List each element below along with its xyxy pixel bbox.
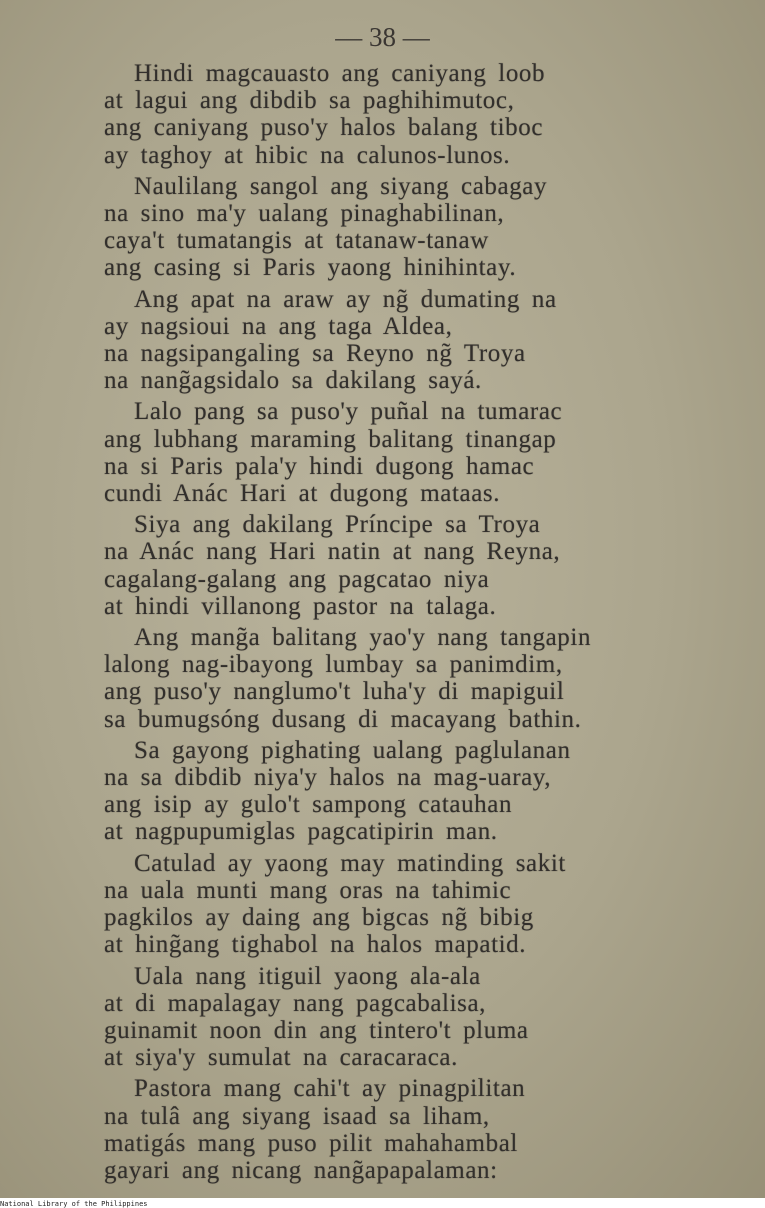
verse-line: na tulâ ang siyang isaad sa liham,	[104, 1102, 490, 1130]
verse-line: caya't tumatangis at tatanaw-tanaw	[104, 227, 489, 255]
verse-line: cagalang-galang ang pagcatao niya	[104, 565, 490, 593]
verse-line: ang puso'y nanglumo't luha'y di mapiguil	[104, 678, 565, 706]
verse-line: matigás mang puso pilit mahahambal	[104, 1129, 518, 1157]
verse-line: ang casing si Paris yaong hinihintay.	[104, 254, 517, 282]
verse-line: gayari ang nicang nang̃apapalaman:	[104, 1156, 498, 1184]
stanza	[104, 624, 684, 733]
verse-line: Lalo pang sa puso'y puñal na tumarac	[134, 398, 563, 426]
stanza	[104, 737, 684, 846]
stanza	[104, 173, 684, 282]
verse-line: guinamit noon din ang tintero't pluma	[104, 1016, 529, 1044]
verse-line: na Anác nang Hari natin at nang Reyna,	[104, 538, 561, 566]
stanza	[104, 511, 684, 620]
stanza	[104, 850, 684, 959]
stanza	[104, 1075, 684, 1184]
verse-line: na sa dibdib niya'y halos na mag-uaray,	[104, 764, 552, 792]
library-credit: National Library of the Philippines	[0, 1200, 148, 1208]
verse-line: at di mapalagay nang pagcabalisa,	[104, 989, 487, 1017]
verse-line: ay nagsioui na ang taga Aldea,	[104, 312, 453, 340]
verse-line: ang lubhang maraming balitang tinangap	[104, 425, 557, 453]
verse-line: ang caniyang puso'y halos balang tiboc	[104, 114, 544, 142]
verse-line: at siya'y sumulat na caracaraca.	[104, 1044, 458, 1072]
verse-line: lalong nag-ibayong lumbay sa panimdim,	[104, 651, 563, 679]
verse-line: na uala munti mang oras na tahimic	[104, 876, 512, 904]
stanza	[104, 398, 684, 507]
verse-line: na si Paris pala'y hindi dugong hamac	[104, 452, 535, 480]
verse-line: at hing̃ang tighabol na halos mapatid.	[104, 931, 527, 959]
verse-line: Catulad ay yaong may matinding sakit	[134, 849, 566, 877]
verse-line: at nagpupumiglas pagcatipirin man.	[104, 818, 498, 846]
verse-line: Uala nang itiguil yaong ala-ala	[134, 962, 481, 990]
verse-line: at lagui ang dibdib sa paghihimutoc,	[104, 87, 515, 115]
verse-line: Pastora mang cahi't ay pinagpilitan	[134, 1075, 526, 1103]
verse-line: pagkilos ay daing ang bigcas ng̃ bibig	[104, 904, 534, 932]
page-number: — 38 —	[335, 22, 430, 52]
poem-text	[104, 60, 684, 1188]
verse-line: Ang apat na araw ay ng̃ dumating na	[134, 285, 557, 313]
verse-line: na sino ma'y ualang pinaghabilinan,	[104, 200, 505, 228]
stanza	[104, 286, 684, 395]
verse-line: sa bumugsóng dusang di macayang bathin.	[104, 705, 582, 733]
verse-line: na nagsipangaling sa Reyno ng̃ Troya	[104, 340, 526, 368]
verse-line: Siya ang dakilang Príncipe sa Troya	[134, 511, 541, 539]
verse-line: cundi Anác Hari at dugong mataas.	[104, 480, 501, 508]
stanza	[104, 60, 684, 169]
verse-line: at hindi villanong pastor na talaga.	[104, 592, 497, 620]
verse-line: Naulilang sangol ang siyang cabagay	[134, 172, 548, 200]
verse-line: Hindi magcauasto ang caniyang loob	[134, 60, 546, 87]
verse-line: ay taghoy at hibic na calunos-lunos.	[104, 141, 511, 169]
verse-line: na nang̃agsidalo sa dakilang sayá.	[104, 367, 482, 395]
stanza	[104, 963, 684, 1072]
verse-line: Sa gayong pighating ualang paglulanan	[134, 736, 571, 764]
verse-line: ang isip ay gulo't sampong catauhan	[104, 791, 513, 819]
verse-line: Ang mang̃a balitang yao'y nang tangapin	[134, 624, 592, 652]
